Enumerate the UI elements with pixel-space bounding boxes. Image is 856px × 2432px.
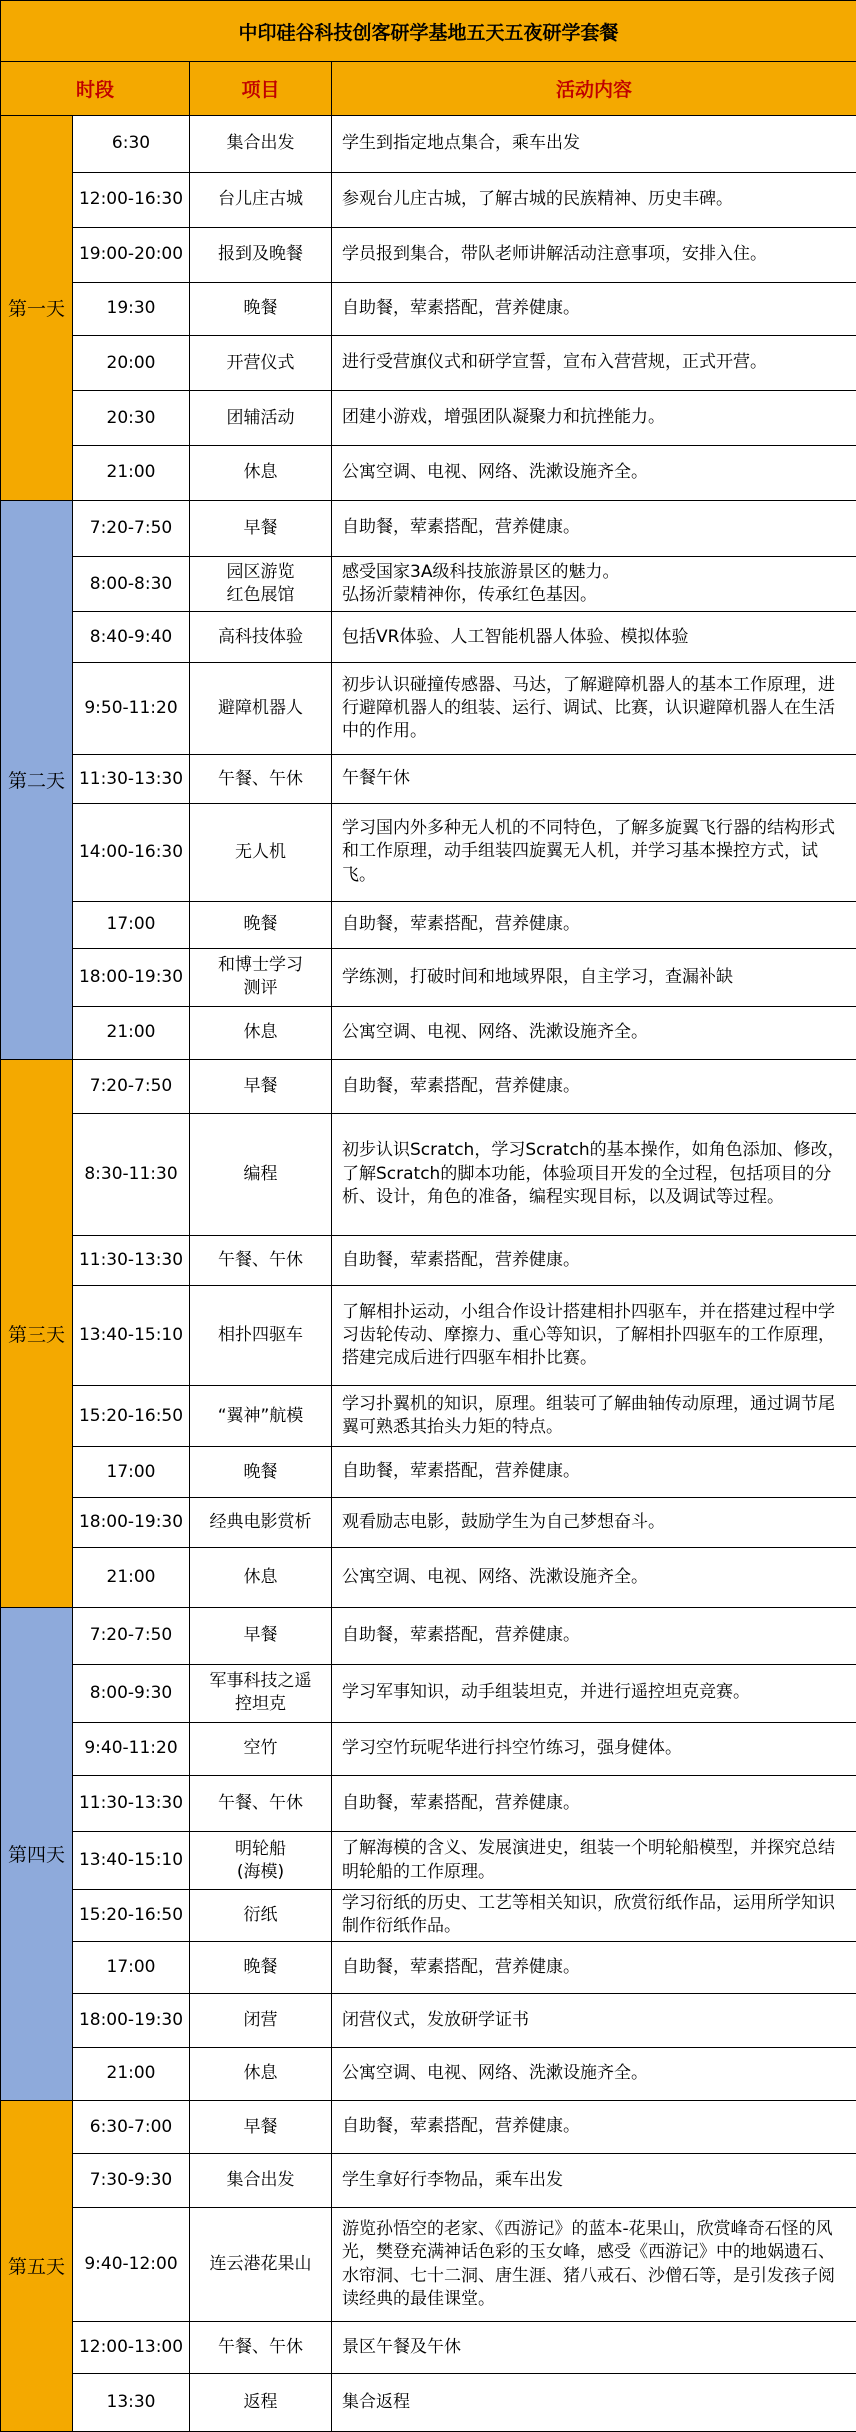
item-cell: 相扑四驱车 [190, 1286, 332, 1386]
table-row [1, 1941, 856, 1994]
item-cell: 晚餐 [190, 1447, 332, 1498]
description-cell: 自助餐，荤素搭配，营养健康。 [332, 1607, 856, 1664]
time-cell: 13:30 [73, 2373, 190, 2431]
table-row [1, 336, 856, 391]
item-cell: 午餐、午休 [190, 1235, 332, 1286]
table-row [1, 755, 856, 803]
table-row [1, 2100, 856, 2154]
item-cell: 休息 [190, 2048, 332, 2101]
item-cell: 编程 [190, 1114, 332, 1235]
day-label: 第三天 [1, 1059, 73, 1607]
description-cell: 自助餐，荤素搭配，营养健康。 [332, 1447, 856, 1498]
item-cell: 空竹 [190, 1722, 332, 1776]
day-label: 第二天 [1, 500, 73, 1059]
description-cell: 自助餐，荤素搭配，营养健康。 [332, 1059, 856, 1114]
description-cell: 学生到指定地点集合，乘车出发 [332, 115, 856, 172]
item-cell: 明轮船 (海模) [190, 1832, 332, 1890]
item-cell: 午餐、午休 [190, 1776, 332, 1832]
page-title: 中印硅谷科技创客研学基地五天五夜研学套餐 [1, 1, 856, 62]
table-row [1, 2373, 856, 2431]
description-cell: 自助餐，荤素搭配，营养健康。 [332, 1776, 856, 1832]
description-cell: 自助餐，荤素搭配，营养健康。 [332, 282, 856, 336]
time-cell: 9:40-12:00 [73, 2208, 190, 2322]
description-cell: 学习扑翼机的知识，原理。组装可了解曲轴传动原理，通过调节尾翼可熟悉其抬头力矩的特点。 [332, 1386, 856, 1447]
time-cell: 18:00-19:30 [73, 1994, 190, 2048]
item-cell: 休息 [190, 1548, 332, 1607]
time-cell: 7:30-9:30 [73, 2154, 190, 2208]
item-cell: 衍纸 [190, 1890, 332, 1941]
table-row [1, 1286, 856, 1386]
time-cell: 20:30 [73, 391, 190, 446]
item-cell: 早餐 [190, 1059, 332, 1114]
time-cell: 12:00-13:00 [73, 2322, 190, 2374]
item-cell: 连云港花果山 [190, 2208, 332, 2322]
time-cell: 8:00-8:30 [73, 556, 190, 612]
table-row [1, 803, 856, 901]
description-cell: 学员报到集合，带队老师讲解活动注意事项，安排入住。 [332, 227, 856, 282]
table-row [1, 662, 856, 754]
item-cell: 午餐、午休 [190, 2322, 332, 2374]
description-cell: 初步认识Scratch，学习Scratch的基本操作，如角色添加、修改，了解Scratch的脚本功能，体验项目开发的全过程，包括项目的分析、设计，角色的准备，编程实现目标，以及调试等过程。 [332, 1114, 856, 1235]
description-cell: 进行受营旗仪式和研学宣誓，宣布入营营规，正式开营。 [332, 336, 856, 391]
item-cell: 集合出发 [190, 2154, 332, 2208]
time-cell: 8:00-9:30 [73, 1664, 190, 1722]
time-cell: 14:00-16:30 [73, 803, 190, 901]
table-row [1, 391, 856, 446]
description-cell: 学习衍纸的历史、工艺等相关知识，欣赏衍纸作品，运用所学知识制作衍纸作品。 [332, 1890, 856, 1941]
table-row [1, 1890, 856, 1941]
time-cell: 21:00 [73, 1006, 190, 1059]
table-row [1, 1497, 856, 1548]
time-cell: 19:00-20:00 [73, 227, 190, 282]
description-cell: 公寓空调、电视、网络、洗漱设施齐全。 [332, 445, 856, 500]
description-cell: 初步认识碰撞传感器、马达，了解避障机器人的基本工作原理，进行避障机器人的组装、运行、调试、比赛，认识避障机器人在生活中的作用。 [332, 662, 856, 754]
time-cell: 20:00 [73, 336, 190, 391]
time-cell: 11:30-13:30 [73, 1235, 190, 1286]
description-cell: 公寓空调、电视、网络、洗漱设施齐全。 [332, 1548, 856, 1607]
item-cell: “翼神”航模 [190, 1386, 332, 1447]
table-row [1, 172, 856, 227]
time-cell: 6:30-7:00 [73, 2100, 190, 2154]
description-cell: 自助餐，荤素搭配，营养健康。 [332, 1941, 856, 1994]
description-cell: 学习国内外多种无人机的不同特色，了解多旋翼飞行器的结构形式和工作原理，动手组装四旋翼无人机，并学习基本操控方式，试飞。 [332, 803, 856, 901]
item-cell: 集合出发 [190, 115, 332, 172]
description-cell: 学练测，打破时间和地域界限，自主学习，查漏补缺 [332, 948, 856, 1006]
table-row [1, 1235, 856, 1286]
description-cell: 了解相扑运动，小组合作设计搭建相扑四驱车，并在搭建过程中学习齿轮传动、摩擦力、重心等知识，了解相扑四驱车的工作原理，搭建完成后进行四驱车相扑比赛。 [332, 1286, 856, 1386]
time-cell: 11:30-13:30 [73, 1776, 190, 1832]
time-cell: 15:20-16:50 [73, 1386, 190, 1447]
description-cell: 感受国家3A级科技旅游景区的魅力。 弘扬沂蒙精神你，传承红色基因。 [332, 556, 856, 612]
description-cell: 包括VR体验、人工智能机器人体验、模拟体验 [332, 612, 856, 663]
description-cell: 自助餐，荤素搭配，营养健康。 [332, 500, 856, 556]
item-cell: 和博士学习 测评 [190, 948, 332, 1006]
time-cell: 18:00-19:30 [73, 948, 190, 1006]
table-row [1, 2154, 856, 2208]
header-content: 活动内容 [332, 62, 856, 116]
time-cell: 9:40-11:20 [73, 1722, 190, 1776]
table-row [1, 1994, 856, 2048]
description-cell: 游览孙悟空的老家、《西游记》的蓝本-花果山，欣赏峰奇石怪的风光，樊登充满神话色彩的玉女峰，感受《西游记》中的地娲遗石、水帘洞、七十二洞、唐生涯、猪八戒石、沙僧石等，是引发孩子阅读经典的最佳课堂。 [332, 2208, 856, 2322]
item-cell: 军事科技之遥 控坦克 [190, 1664, 332, 1722]
description-cell: 闭营仪式，发放研学证书 [332, 1994, 856, 2048]
item-cell: 早餐 [190, 500, 332, 556]
time-cell: 8:30-11:30 [73, 1114, 190, 1235]
day-label: 第五天 [1, 2100, 73, 2431]
item-cell: 台儿庄古城 [190, 172, 332, 227]
table-row [1, 2322, 856, 2374]
time-cell: 17:00 [73, 901, 190, 948]
time-cell: 13:40-15:10 [73, 1286, 190, 1386]
description-cell: 自助餐，荤素搭配，营养健康。 [332, 1235, 856, 1286]
item-cell: 经典电影赏析 [190, 1497, 332, 1548]
description-cell: 公寓空调、电视、网络、洗漱设施齐全。 [332, 2048, 856, 2101]
time-cell: 21:00 [73, 1548, 190, 1607]
description-cell: 学习军事知识，动手组装坦克，并进行遥控坦克竞赛。 [332, 1664, 856, 1722]
item-cell: 晚餐 [190, 901, 332, 948]
time-cell: 11:30-13:30 [73, 755, 190, 803]
time-cell: 15:20-16:50 [73, 1890, 190, 1941]
time-cell: 17:00 [73, 1941, 190, 1994]
table-row [1, 445, 856, 500]
day-label: 第一天 [1, 115, 73, 500]
time-cell: 7:20-7:50 [73, 500, 190, 556]
table-row [1, 556, 856, 612]
table-row [1, 1006, 856, 1059]
item-cell: 避障机器人 [190, 662, 332, 754]
description-cell: 观看励志电影，鼓励学生为自己梦想奋斗。 [332, 1497, 856, 1548]
table-row [1, 1386, 856, 1447]
item-cell: 午餐、午休 [190, 755, 332, 803]
item-cell: 无人机 [190, 803, 332, 901]
table-row [1, 1607, 856, 1664]
item-cell: 园区游览 红色展馆 [190, 556, 332, 612]
description-cell: 景区午餐及午休 [332, 2322, 856, 2374]
time-cell: 8:40-9:40 [73, 612, 190, 663]
table-row [1, 1722, 856, 1776]
table-row [1, 227, 856, 282]
item-cell: 团辅活动 [190, 391, 332, 446]
description-cell: 自助餐，荤素搭配，营养健康。 [332, 2100, 856, 2154]
item-cell: 闭营 [190, 1994, 332, 2048]
description-cell: 参观台儿庄古城，了解古城的民族精神、历史丰碑。 [332, 172, 856, 227]
table-row [1, 1776, 856, 1832]
time-cell: 7:20-7:50 [73, 1059, 190, 1114]
table-row [1, 2048, 856, 2101]
time-cell: 9:50-11:20 [73, 662, 190, 754]
item-cell: 返程 [190, 2373, 332, 2431]
table-row [1, 282, 856, 336]
time-cell: 7:20-7:50 [73, 1607, 190, 1664]
header-period: 时段 [1, 62, 190, 116]
table-row [1, 115, 856, 172]
time-cell: 19:30 [73, 282, 190, 336]
description-cell: 了解海模的含义、发展演进史，组装一个明轮船模型，并探究总结明轮船的工作原理。 [332, 1832, 856, 1890]
header-row [1, 62, 856, 116]
item-cell: 开营仪式 [190, 336, 332, 391]
item-cell: 晚餐 [190, 1941, 332, 1994]
table-row [1, 1447, 856, 1498]
time-cell: 21:00 [73, 2048, 190, 2101]
item-cell: 休息 [190, 445, 332, 500]
table-row [1, 2208, 856, 2322]
table-row [1, 612, 856, 663]
table-row [1, 901, 856, 948]
description-cell: 学生拿好行李物品，乘车出发 [332, 2154, 856, 2208]
time-cell: 6:30 [73, 115, 190, 172]
header-item: 项目 [190, 62, 332, 116]
item-cell: 高科技体验 [190, 612, 332, 663]
description-cell: 集合返程 [332, 2373, 856, 2431]
day-label: 第四天 [1, 1607, 73, 2100]
table-row [1, 1059, 856, 1114]
item-cell: 早餐 [190, 1607, 332, 1664]
time-cell: 18:00-19:30 [73, 1497, 190, 1548]
description-cell: 公寓空调、电视、网络、洗漱设施齐全。 [332, 1006, 856, 1059]
item-cell: 晚餐 [190, 282, 332, 336]
description-cell: 午餐午休 [332, 755, 856, 803]
table-row [1, 500, 856, 556]
item-cell: 早餐 [190, 2100, 332, 2154]
title-row [1, 1, 856, 62]
table-row [1, 1664, 856, 1722]
description-cell: 团建小游戏，增强团队凝聚力和抗挫能力。 [332, 391, 856, 446]
table-row [1, 948, 856, 1006]
time-cell: 13:40-15:10 [73, 1832, 190, 1890]
time-cell: 17:00 [73, 1447, 190, 1498]
item-cell: 休息 [190, 1006, 332, 1059]
table-row [1, 1832, 856, 1890]
description-cell: 自助餐，荤素搭配，营养健康。 [332, 901, 856, 948]
table-row [1, 1114, 856, 1235]
table-row [1, 1548, 856, 1607]
description-cell: 学习空竹玩呢华进行抖空竹练习，强身健体。 [332, 1722, 856, 1776]
time-cell: 12:00-16:30 [73, 172, 190, 227]
item-cell: 报到及晚餐 [190, 227, 332, 282]
time-cell: 21:00 [73, 445, 190, 500]
